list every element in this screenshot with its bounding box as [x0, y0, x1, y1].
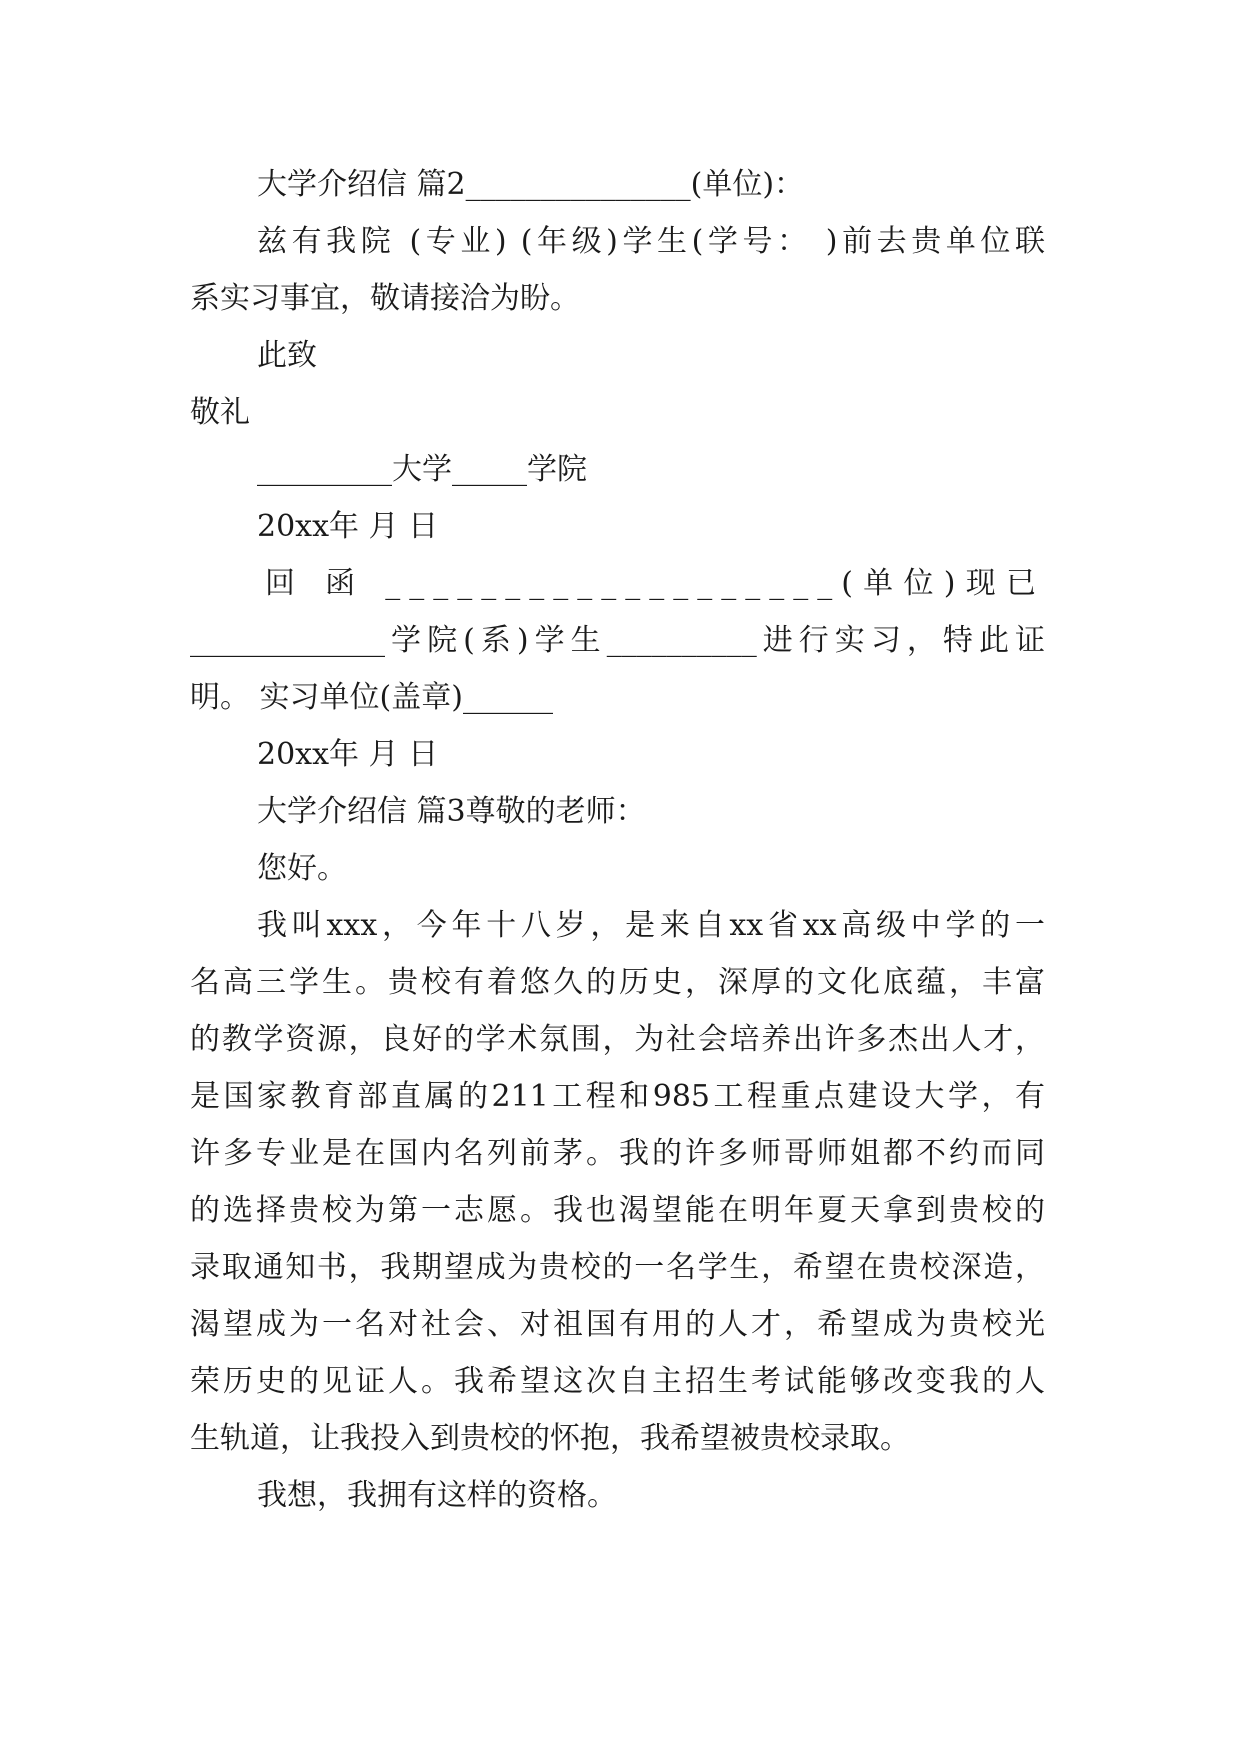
paragraph-line: 的选择贵校为第一志愿。我也渴望能在明年夏天拿到贵校的: [190, 1193, 1045, 1228]
paragraph-line: 我叫xxx，今年十八岁，是来自xx省xx高级中学的一: [257, 908, 1045, 943]
paragraph-line: 渴望成为一名对社会、对祖国有用的人才，希望成为贵校光: [190, 1307, 1045, 1342]
paragraph-line: 兹有我院 (专业) (年级)学生(学号： )前去贵单位联: [257, 224, 1045, 259]
section-3-heading: 大学介绍信 篇3尊敬的老师：: [257, 794, 646, 829]
paragraph-line: 名高三学生。贵校有着悠久的历史，深厚的文化底蕴，丰富: [190, 965, 1045, 1000]
paragraph-line: 许多专业是在国内名列前茅。我的许多师哥师姐都不约而同: [190, 1136, 1045, 1171]
date-line: 20xx年 月 日: [257, 509, 439, 544]
paragraph-line: 明。 实习单位(盖章)______: [190, 680, 553, 715]
date-line: 20xx年 月 日: [257, 737, 439, 772]
closing-salutation: 此致: [257, 338, 317, 373]
paragraph-line: 我想，我拥有这样的资格。: [257, 1478, 617, 1513]
paragraph-line: 系实习事宜，敬请接洽为盼。: [190, 281, 580, 316]
paragraph-line: 荣历史的见证人。我希望这次自主招生考试能够改变我的人: [190, 1364, 1045, 1399]
reply-heading: 回 函 ___________________(单位)现已: [265, 566, 1045, 601]
paragraph-line: 的教学资源，良好的学术氛围，为社会培养出许多杰出人才，: [190, 1022, 1045, 1057]
closing-salutation: 敬礼: [190, 395, 250, 430]
signature-line: _________大学_____学院: [257, 452, 587, 487]
paragraph-line: 是国家教育部直属的211工程和985工程重点建设大学，有: [190, 1079, 1045, 1114]
paragraph-line: _____________学院(系)学生__________进行实习，特此证: [190, 623, 1045, 658]
section-2-heading: 大学介绍信 篇2_______________(单位)：: [257, 167, 805, 202]
paragraph-line: 录取通知书，我期望成为贵校的一名学生，希望在贵校深造，: [190, 1250, 1045, 1285]
greeting: 您好。: [257, 851, 347, 886]
paragraph-line: 生轨道，让我投入到贵校的怀抱，我希望被贵校录取。: [190, 1421, 910, 1456]
